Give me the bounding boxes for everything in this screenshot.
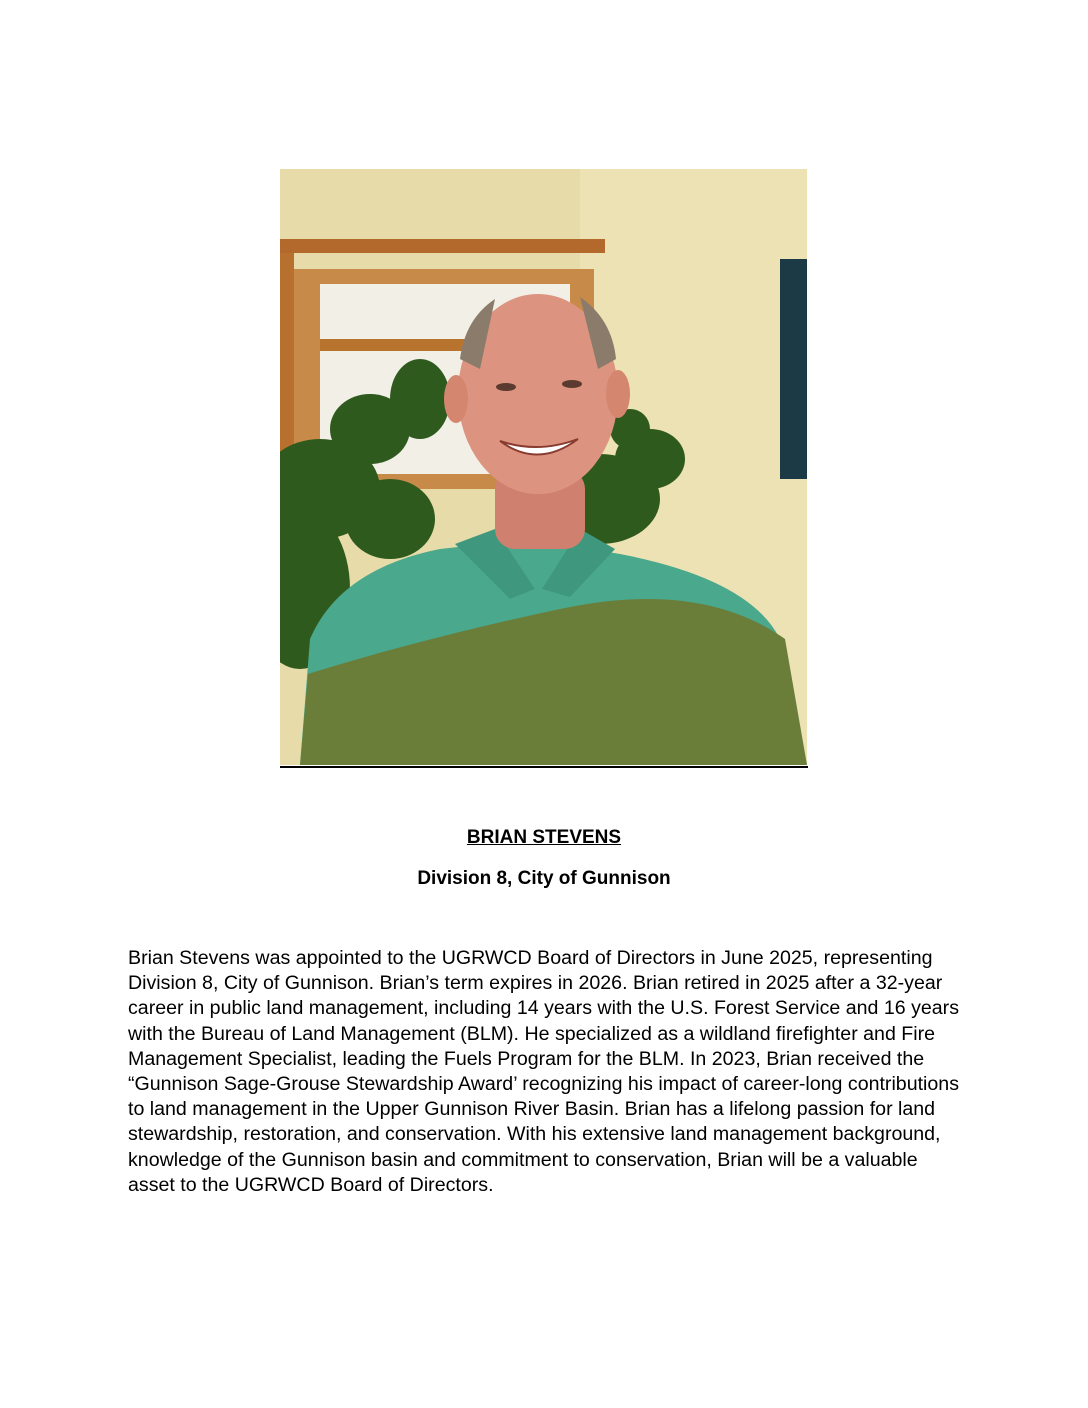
window-frame-top [280, 239, 605, 253]
portrait-photo [280, 169, 807, 765]
portrait-image [280, 169, 807, 765]
ear-left [444, 375, 468, 423]
biography-paragraph: Brian Stevens was appointed to the UGRWCD Board of Directors in June 2025, representing Division 8, City of Gunnison. Brian’s term expires in 2026. Brian retired in 2025 after a 32-year career in public land management, including 14 years with the U.S. Forest Service and 16 years with the Bureau of Land Management (BLM). He specialized as a wildland firefighter and Fire Management Specialist, leading the Fuels Program for the BLM. In 2023, Brian received the “Gunnison Sage-Grouse Stewardship Award’ recognizing his impact of career-long contributions to land management in the Upper Gunnison River Basin. Brian has a lifelong passion for land stewardship, restoration, and conservation. With his extensive land management background, knowledge of the Gunnison basin and commitment to conservation, Brian will be a valuable asset to the UGRWCD Board of Directors. [128, 947, 959, 1196]
wall-painting [780, 259, 807, 479]
eye-right [562, 380, 582, 388]
person-name-heading: BRIAN STEVENS [466, 827, 622, 848]
ear-right [606, 370, 630, 418]
photo-underline [280, 766, 808, 768]
division-subtitle: Division 8, City of Gunnison [417, 868, 671, 889]
eye-left [496, 383, 516, 391]
